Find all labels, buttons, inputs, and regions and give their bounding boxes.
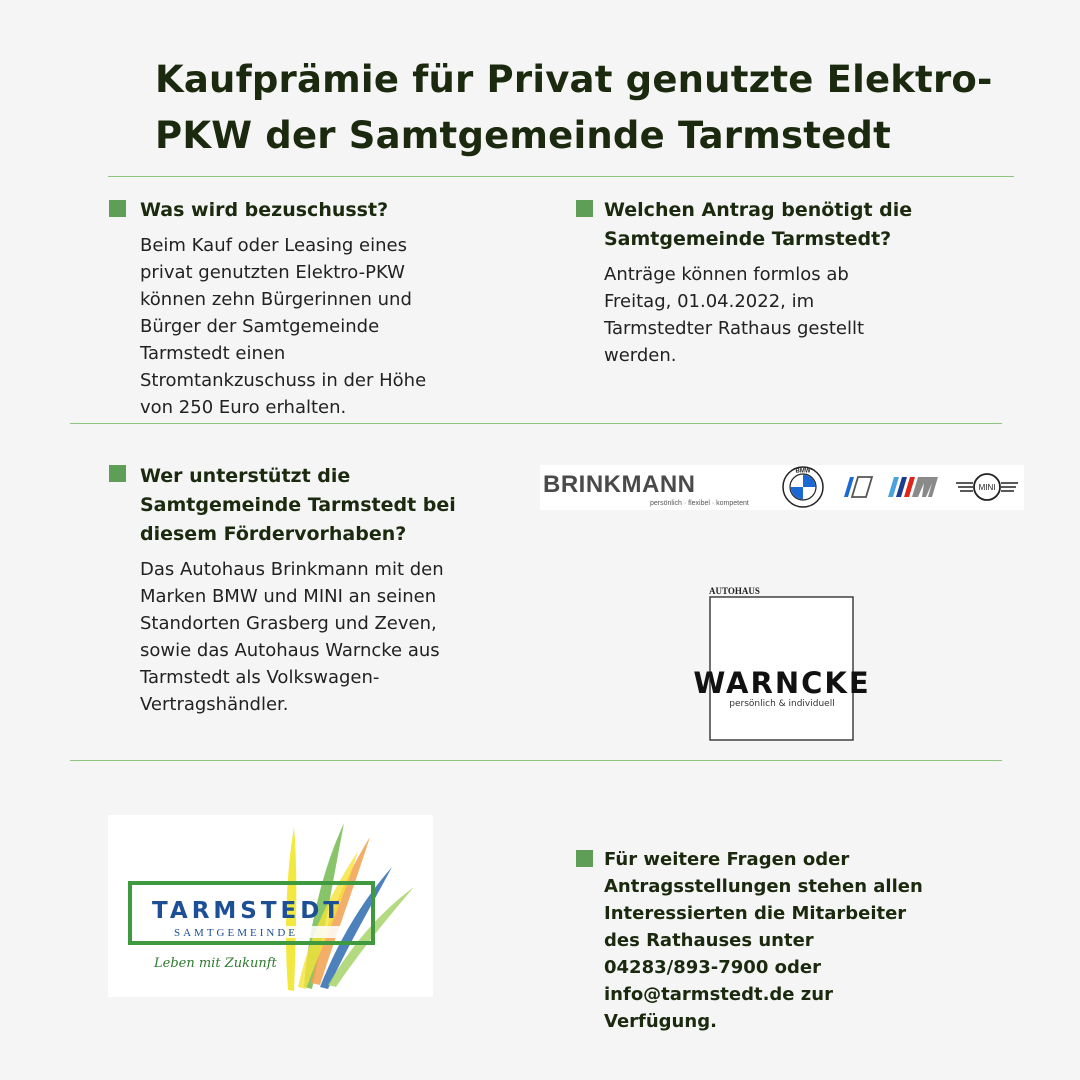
brinkmann-wordmark: BRINKMANN — [543, 471, 696, 498]
section1-body-line: privat genutzten Elektro-PKW — [140, 262, 405, 283]
mini-logo-text: MINI — [978, 483, 996, 492]
bmw-i-icon — [844, 477, 872, 497]
section1-body-line: von 250 Euro erhalten. — [140, 397, 347, 418]
page-title — [155, 52, 1035, 164]
bmw-m-icon — [888, 477, 938, 497]
section4-line: Interessierten die Mitarbeiter — [604, 903, 907, 924]
section4-text — [604, 846, 1024, 1035]
mini-logo-icon — [956, 474, 1018, 500]
section1-body — [140, 232, 500, 421]
section2-heading — [604, 196, 1024, 254]
bullet-square — [576, 200, 593, 217]
bmw-logo-text: BMW — [795, 468, 811, 475]
tarmstedt-wordmark: TARMSTEDT — [152, 898, 344, 924]
section3-heading-line: diesem Fördervorhaben? — [140, 523, 407, 545]
section3-body-line: Vertragshändler. — [140, 694, 289, 715]
section1-body-line: Bürger der Samtgemeinde — [140, 316, 380, 337]
brinkmann-logo-strip — [540, 465, 1024, 510]
warncke-logo — [693, 585, 871, 745]
section3-body-line: Tarmstedt als Volkswagen- — [140, 667, 380, 688]
section3-heading — [140, 462, 520, 549]
section4-line: info@tarmstedt.de zur — [604, 984, 833, 1005]
page-title-line-1: Kaufprämie für Privat genutzte Elektro- — [155, 58, 993, 101]
section3-body-line: Marken BMW und MINI an seinen — [140, 586, 437, 607]
section3-heading-line: Wer unterstützt die — [140, 465, 351, 487]
section3-body — [140, 556, 520, 718]
page-title-line-2: PKW der Samtgemeinde Tarmstedt — [155, 114, 891, 157]
divider-bottom — [70, 760, 1002, 761]
section1-body-line: Beim Kauf oder Leasing eines — [140, 235, 407, 256]
warncke-wordmark: WARNCKE — [693, 666, 871, 700]
section4-line: Verfügung. — [604, 1011, 717, 1032]
tarmstedt-subtitle: SAMTGEMEINDE — [174, 927, 298, 939]
section3-body-line: sowie das Autohaus Warncke aus — [140, 640, 440, 661]
bullet-square — [576, 850, 593, 867]
section4-line: des Rathauses unter — [604, 930, 814, 951]
brinkmann-logo — [540, 465, 1024, 510]
section3-body-line: Standorten Grasberg und Zeven, — [140, 613, 437, 634]
section2-heading-line: Samtgemeinde Tarmstedt? — [604, 228, 892, 250]
section1-body-line: können zehn Bürgerinnen und — [140, 289, 412, 310]
section2-body-line: Freitag, 01.04.2022, im — [604, 291, 815, 312]
section2-heading-line: Welchen Antrag benötigt die — [604, 199, 913, 221]
tarmstedt-logo — [108, 815, 433, 997]
section1-heading: Was wird bezuschusst? — [140, 199, 389, 221]
section3-body-line: Das Autohaus Brinkmann mit den — [140, 559, 444, 580]
section2-body-line: Tarmstedter Rathaus gestellt — [604, 318, 865, 339]
divider-middle — [70, 423, 1002, 424]
brinkmann-tagline: persönlich · flexibel · kompetent — [650, 500, 749, 507]
divider-top — [108, 176, 1014, 177]
section4-line: Für weitere Fragen oder — [604, 849, 850, 870]
section1-body-line: Stromtankzuschuss in der Höhe — [140, 370, 427, 391]
tarmstedt-slogan: Leben mit Zukunft — [154, 956, 277, 971]
bullet-square — [109, 200, 126, 217]
section2-body-line: Anträge können formlos ab — [604, 264, 849, 285]
bmw-logo-icon — [783, 467, 823, 507]
section1-body-line: Tarmstedt einen — [140, 343, 286, 364]
section4-line: 04283/893-7900 oder — [604, 957, 821, 978]
warncke-autohaus-text: AUTOHAUS — [709, 586, 760, 596]
section3-heading-line: Samtgemeinde Tarmstedt bei — [140, 494, 456, 516]
section4-line: Antragsstellungen stehen allen — [604, 876, 923, 897]
warncke-tagline: persönlich & individuell — [729, 699, 835, 709]
section2-body-line: werden. — [604, 345, 677, 366]
section2-body — [604, 261, 1024, 369]
bullet-square — [109, 465, 126, 482]
